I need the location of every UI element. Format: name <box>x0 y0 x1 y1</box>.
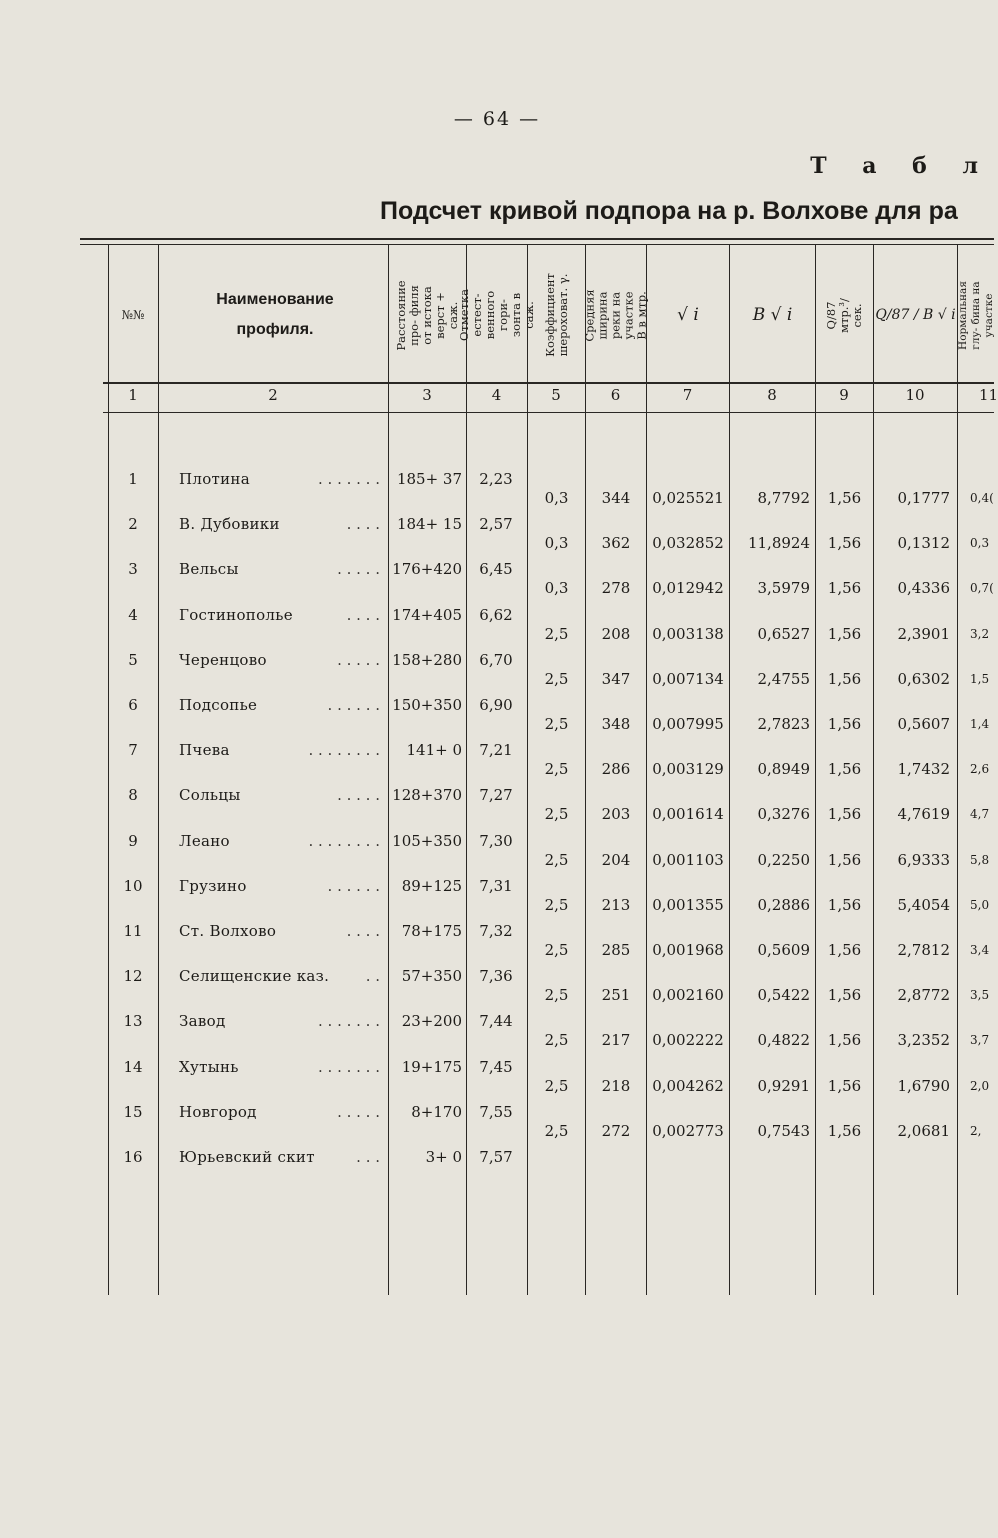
table-title: Подсчет кривой подпора на р. Волхове для ра <box>380 197 958 225</box>
station-number: 6 <box>128 696 138 714</box>
segment-roughness: 0,3 <box>544 489 569 507</box>
segment-depth: 5,0 <box>970 897 990 912</box>
station-number: 8 <box>128 786 138 805</box>
segment-q87: 1,56 <box>827 895 862 914</box>
segment-b-sqrt-i: 11,8924 <box>747 534 810 553</box>
segment-sqrt-i: 0,007995 <box>652 715 724 733</box>
segment-sqrt-i: 0,003138 <box>652 624 724 643</box>
segment-roughness: 2,5 <box>544 669 569 688</box>
leader-dots: . . . . . . . <box>318 470 380 488</box>
header-sqrt-i: √ i <box>677 304 699 325</box>
leader-dots: . . . . . <box>337 1102 380 1121</box>
station-number: 10 <box>123 876 143 895</box>
header-distance: Расстояние про- филя от истока верст + саж. <box>394 279 460 351</box>
segment-width: 362 <box>601 534 631 553</box>
station-distance: 185+ 37 <box>396 470 462 488</box>
table-label: Т а б л <box>810 153 992 179</box>
segment-ratio: 1,6790 <box>897 1076 950 1095</box>
station-number: 12 <box>123 967 143 986</box>
station-mark: 7,30 <box>479 831 513 850</box>
station-distance: 128+370 <box>392 786 462 805</box>
station-name: Ст. Волхово <box>179 922 277 940</box>
segment-roughness: 0,3 <box>544 534 569 553</box>
leader-dots: . . . . <box>346 515 380 534</box>
station-number: 16 <box>123 1148 143 1166</box>
segment-q87: 1,56 <box>827 760 862 779</box>
station-distance: 57+350 <box>401 967 462 986</box>
segment-ratio: 0,4336 <box>897 579 950 598</box>
segment-roughness: 2,5 <box>544 850 569 869</box>
segment-width: 217 <box>601 1031 631 1050</box>
header-width: Средняя ширина реки на участке B в мтр. <box>582 288 649 342</box>
segment-ratio: 0,5607 <box>897 715 950 733</box>
segment-sqrt-i: 0,004262 <box>652 1076 724 1095</box>
segment-ratio: 0,1777 <box>897 489 950 507</box>
segment-ratio: 5,4054 <box>897 895 950 914</box>
station-mark: 7,44 <box>479 1012 513 1031</box>
station-number: 1 <box>128 470 138 488</box>
segment-depth: 4,7 <box>970 807 990 822</box>
segment-roughness: 2,5 <box>544 941 569 959</box>
segment-sqrt-i: 0,012942 <box>652 579 724 598</box>
segment-q87: 1,56 <box>827 669 862 688</box>
station-number: 5 <box>128 650 138 669</box>
station-mark: 6,70 <box>479 650 513 669</box>
station-mark: 2,57 <box>479 515 513 534</box>
segment-depth: 1,5 <box>970 671 990 686</box>
segment-q87: 1,56 <box>827 489 862 507</box>
station-name: Новгород <box>179 1102 257 1121</box>
segment-b-sqrt-i: 0,2886 <box>757 895 810 914</box>
segment-roughness: 2,5 <box>544 715 569 733</box>
segment-b-sqrt-i: 3,5979 <box>757 579 810 598</box>
station-distance: 141+ 0 <box>406 741 462 760</box>
segment-depth: 2,0 <box>970 1078 990 1093</box>
segment-roughness: 0,3 <box>544 579 569 598</box>
segment-q87: 1,56 <box>827 624 862 643</box>
leader-dots: . . <box>365 967 380 986</box>
segment-depth: 3,4 <box>970 943 990 957</box>
segment-roughness: 2,5 <box>544 624 569 643</box>
column-number: 4 <box>491 386 502 404</box>
segment-sqrt-i: 0,002160 <box>652 986 724 1005</box>
segment-q87: 1,56 <box>827 850 862 869</box>
station-number: 15 <box>123 1102 143 1121</box>
station-distance: 176+420 <box>392 560 462 579</box>
segment-q87: 1,56 <box>827 941 862 959</box>
segment-depth: 0,4( <box>970 491 994 505</box>
station-distance: 78+175 <box>401 922 462 940</box>
station-distance: 23+200 <box>401 1012 462 1031</box>
segment-width: 218 <box>601 1076 631 1095</box>
station-number: 11 <box>123 922 143 940</box>
station-name: Юрьевский скит <box>179 1148 315 1166</box>
header-depth: Нормальная глу- бина на участке <box>956 280 995 350</box>
station-distance: 174+405 <box>392 605 462 624</box>
segment-ratio: 2,7812 <box>897 941 950 959</box>
column-number: 8 <box>767 386 777 404</box>
colnum-bottom-rule <box>103 412 994 413</box>
leader-dots: . . . . . . . . <box>308 831 380 850</box>
segment-depth: 0,7( <box>970 581 994 596</box>
segment-b-sqrt-i: 0,2250 <box>757 850 810 869</box>
column-number: 9 <box>839 386 849 404</box>
segment-b-sqrt-i: 0,5422 <box>757 986 810 1005</box>
segment-depth: 1,4 <box>970 717 990 731</box>
leader-dots: . . . . <box>346 922 380 940</box>
leader-dots: . . . . . . . <box>318 1012 380 1031</box>
header-q87-b-sqrt-i: Q/87 / B √ i <box>875 306 956 323</box>
station-mark: 7,32 <box>479 922 513 940</box>
station-name: Плотина <box>179 470 250 488</box>
station-name: Гостинополье <box>179 605 293 624</box>
station-mark: 7,36 <box>479 967 513 986</box>
leader-dots: . . . . . <box>337 560 380 579</box>
segment-sqrt-i: 0,032852 <box>652 534 724 553</box>
segment-ratio: 4,7619 <box>897 805 950 824</box>
leader-dots: . . . . . <box>337 786 380 805</box>
station-distance: 158+280 <box>392 650 462 669</box>
column-number: 3 <box>422 386 432 404</box>
segment-roughness: 2,5 <box>544 895 569 914</box>
station-distance: 184+ 15 <box>396 515 462 534</box>
segment-b-sqrt-i: 0,9291 <box>757 1076 810 1095</box>
segment-q87: 1,56 <box>827 534 862 553</box>
segment-b-sqrt-i: 0,3276 <box>757 805 810 824</box>
station-name: Сольцы <box>179 786 241 805</box>
segment-sqrt-i: 0,001103 <box>652 850 724 869</box>
segment-q87: 1,56 <box>827 805 862 824</box>
segment-width: 272 <box>601 1121 631 1140</box>
segment-ratio: 2,8772 <box>897 986 950 1005</box>
segment-ratio: 2,3901 <box>897 624 950 643</box>
segment-roughness: 2,5 <box>544 1031 569 1050</box>
segment-ratio: 0,6302 <box>897 669 950 688</box>
segment-sqrt-i: 0,002773 <box>652 1121 724 1140</box>
station-mark: 2,23 <box>479 470 513 488</box>
column-number: 7 <box>682 386 693 404</box>
station-distance: 19+175 <box>401 1057 462 1076</box>
segment-ratio: 0,1312 <box>897 534 950 553</box>
segment-width: 348 <box>601 715 631 733</box>
station-name: Черенцово <box>179 650 267 669</box>
leader-dots: . . . . . . . . <box>308 741 380 760</box>
segment-sqrt-i: 0,002222 <box>652 1031 724 1050</box>
segment-q87: 1,56 <box>827 1076 862 1095</box>
segment-b-sqrt-i: 0,4822 <box>757 1031 810 1050</box>
station-distance: 8+170 <box>411 1102 462 1121</box>
segment-depth: 2,6 <box>970 762 990 777</box>
header-mark: Отметка естест- венного гори- зонта в саж. <box>457 289 536 341</box>
segment-sqrt-i: 0,025521 <box>652 489 724 507</box>
column-number: 6 <box>610 386 621 404</box>
header-q87: Q/87 мтр.³/сек. <box>824 297 864 333</box>
segment-ratio: 1,7432 <box>897 760 950 779</box>
top-rule <box>80 244 994 245</box>
page-number: — 64 — <box>453 108 541 130</box>
segment-width: 251 <box>601 986 631 1005</box>
segment-roughness: 2,5 <box>544 760 569 779</box>
segment-width: 286 <box>601 760 631 779</box>
segment-ratio: 3,2352 <box>897 1031 950 1050</box>
segment-sqrt-i: 0,001968 <box>652 941 724 959</box>
station-name: Подсопье <box>179 696 258 714</box>
segment-width: 208 <box>601 624 631 643</box>
segment-b-sqrt-i: 0,5609 <box>757 941 810 959</box>
header-name: Наименование профиля. <box>216 291 334 338</box>
segment-depth: 3,7 <box>970 1033 990 1048</box>
station-distance: 150+350 <box>392 696 462 714</box>
segment-depth: 3,2 <box>970 626 990 641</box>
station-name: Завод <box>179 1012 226 1031</box>
station-number: 7 <box>128 741 138 760</box>
leader-dots: . . . <box>356 1148 380 1166</box>
segment-q87: 1,56 <box>827 1121 862 1140</box>
segment-roughness: 2,5 <box>544 1076 569 1095</box>
segment-depth: 3,5 <box>970 988 990 1003</box>
station-mark: 7,57 <box>479 1148 513 1166</box>
segment-width: 204 <box>601 850 631 869</box>
segment-b-sqrt-i: 0,6527 <box>757 624 810 643</box>
segment-width: 213 <box>601 895 631 914</box>
segment-sqrt-i: 0,007134 <box>652 669 724 688</box>
station-number: 13 <box>123 1012 143 1031</box>
segment-width: 203 <box>601 805 631 824</box>
top-double-rule <box>80 238 994 240</box>
segment-width: 278 <box>601 579 631 598</box>
station-name: Вельсы <box>179 560 239 579</box>
leader-dots: . . . . . . <box>327 696 380 714</box>
header-roughness: Коэффициент шероховат. γ. <box>542 273 570 357</box>
segment-b-sqrt-i: 2,4755 <box>757 669 810 688</box>
segment-b-sqrt-i: 0,7543 <box>757 1121 810 1140</box>
station-mark: 7,45 <box>479 1057 513 1076</box>
station-number: 3 <box>128 560 138 579</box>
segment-width: 285 <box>601 941 631 959</box>
station-mark: 6,62 <box>479 605 513 624</box>
column-number: 5 <box>551 386 561 404</box>
leader-dots: . . . . . . <box>327 876 380 895</box>
segment-depth: 5,8 <box>970 852 990 867</box>
segment-q87: 1,56 <box>827 986 862 1005</box>
station-number: 2 <box>128 515 138 534</box>
station-mark: 7,27 <box>479 786 513 805</box>
segment-ratio: 2,0681 <box>897 1121 950 1140</box>
station-distance: 89+125 <box>401 876 462 895</box>
segment-width: 344 <box>601 489 631 507</box>
station-mark: 7,55 <box>479 1102 513 1121</box>
station-name: Леано <box>179 831 230 850</box>
segment-sqrt-i: 0,003129 <box>652 760 724 779</box>
station-name: В. Дубовики <box>179 515 280 534</box>
segment-b-sqrt-i: 2,7823 <box>757 715 810 733</box>
segment-ratio: 6,9333 <box>897 850 950 869</box>
column-number: 11 <box>979 386 998 404</box>
station-name: Пчева <box>179 741 230 760</box>
station-name: Хутынь <box>179 1057 239 1076</box>
segment-sqrt-i: 0,001355 <box>652 895 724 914</box>
station-mark: 6,45 <box>479 560 513 579</box>
header-b-sqrt-i: B √ i <box>752 304 793 325</box>
station-distance: 105+350 <box>392 831 462 850</box>
segment-roughness: 2,5 <box>544 986 569 1005</box>
station-number: 4 <box>128 605 138 624</box>
station-mark: 7,31 <box>479 876 513 895</box>
leader-dots: . . . . <box>346 605 380 624</box>
station-mark: 7,21 <box>479 741 513 760</box>
station-number: 14 <box>123 1057 143 1076</box>
segment-sqrt-i: 0,001614 <box>652 805 724 824</box>
segment-roughness: 2,5 <box>544 1121 569 1140</box>
column-number: 2 <box>268 386 278 404</box>
station-mark: 6,90 <box>479 696 513 714</box>
header-num: №№ <box>121 307 145 322</box>
segment-q87: 1,56 <box>827 715 862 733</box>
segment-q87: 1,56 <box>827 1031 862 1050</box>
segment-depth: 0,3 <box>970 536 990 551</box>
column-number: 10 <box>905 386 925 404</box>
station-number: 9 <box>128 831 138 850</box>
segment-roughness: 2,5 <box>544 805 569 824</box>
segment-b-sqrt-i: 8,7792 <box>757 489 810 507</box>
segment-q87: 1,56 <box>827 579 862 598</box>
leader-dots: . . . . . <box>337 650 380 669</box>
segment-depth: 2, <box>970 1123 982 1138</box>
station-name: Грузино <box>179 876 247 895</box>
segment-b-sqrt-i: 0,8949 <box>757 760 810 779</box>
column-number: 1 <box>128 386 138 404</box>
header-bottom-rule <box>103 382 994 384</box>
leader-dots: . . . . . . . <box>318 1057 380 1076</box>
segment-width: 347 <box>601 669 631 688</box>
station-distance: 3+ 0 <box>425 1148 462 1166</box>
station-name: Селищенские каз. <box>179 967 330 986</box>
